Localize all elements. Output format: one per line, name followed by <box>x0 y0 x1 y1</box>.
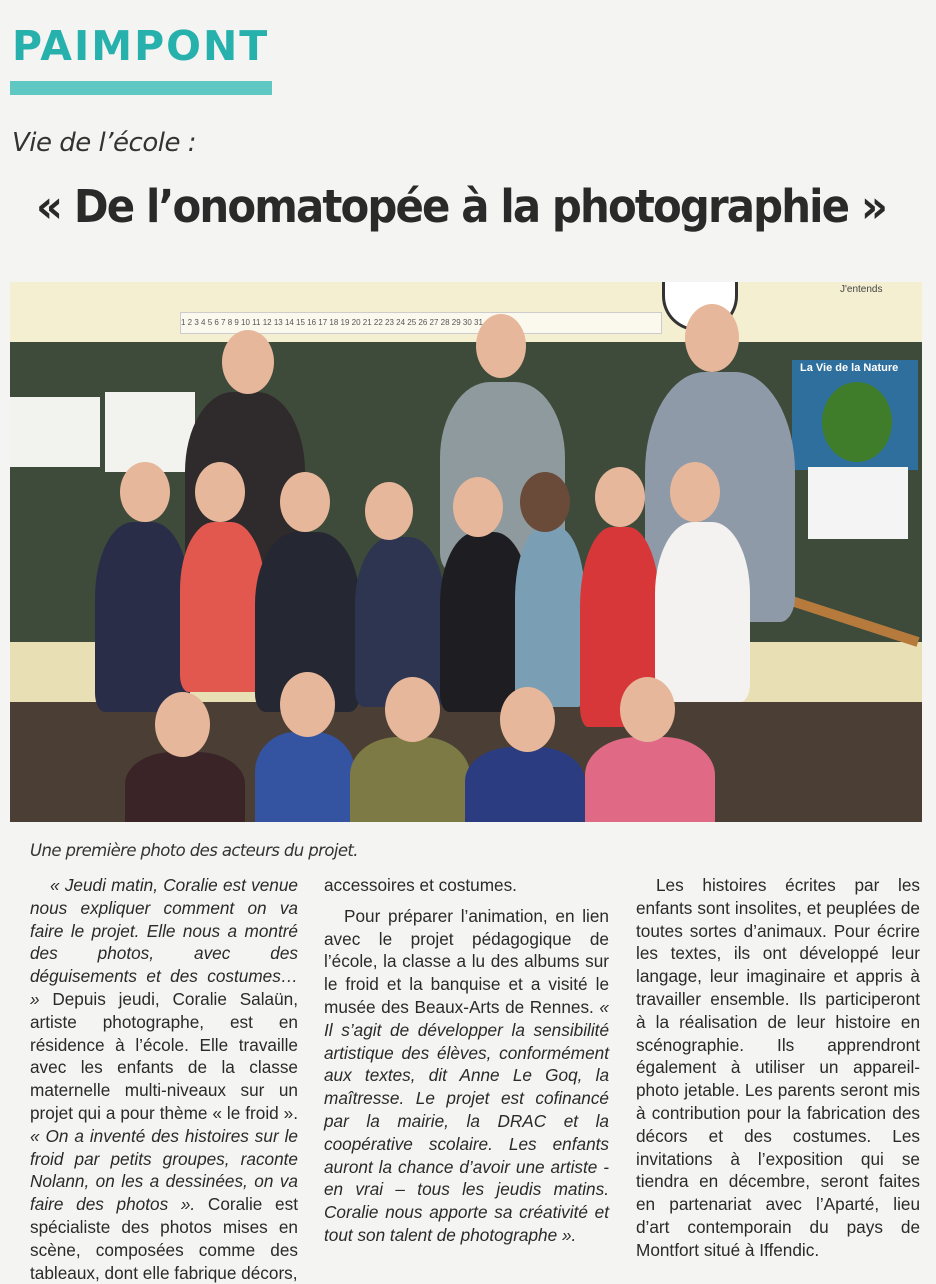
tree-illustration <box>822 382 892 462</box>
quote-text: « Il s’agit de développer la sensibilité artistique des élèves, conformément aux textes, dit Anne Le Goq, la maîtresse. Le projet est cofinancé par la mairie, la DRAC et la coopérative scolaire. Les enfants auront la chance d’avoir une artiste - en vrai – tous les jeudis matins. Coralie nous apporte sa créativité et tout son talent de photographe ». <box>324 996 609 1245</box>
child-head <box>500 687 555 752</box>
child-head <box>195 462 245 522</box>
child-figure <box>350 737 470 822</box>
child-head <box>155 692 210 757</box>
quote-text: « Jeudi matin, Coralie est venue nous expliquer comment on va faire le projet. Elle nous a montré des photos, avec des déguisements et des costumes… » <box>30 875 298 1009</box>
body-text: Les histoires écrites par les enfants sont insolites, et peuplées de toutes sortes d’animaux. Pour écrire les textes, ils ont développé leur langage, leur imaginaire et appris à travailler ensemble. Ils participeront à la réalisation de leur histoire en scénographie. Ils apprendront également à utiliser un appareil-photo jetable. Les parents seront mis à contribution pour la fabrication des décors et des costumes. Les invitations à l’exposition qui se tiendra en décembre, seront faites en partenariat avec l’Aparté, lieu d’art contemporain du pays de Montfort situé à Iffendic. <box>636 875 920 1260</box>
child-figure <box>125 752 245 822</box>
body-text: Pour préparer l’animation, en lien avec le projet pédagogique de l’école, la classe a lu des albums sur le froid et la banquise et a visité le musée des Beaux-Arts de Rennes. <box>324 905 609 1017</box>
numbers-poster <box>10 397 100 467</box>
article-column-1 <box>30 874 298 1284</box>
child-figure <box>255 732 355 822</box>
child-figure <box>95 522 190 712</box>
section-kicker: PAIMPONT <box>12 22 270 70</box>
child-head <box>120 462 170 522</box>
child-figure <box>515 527 585 707</box>
article-column-3 <box>636 874 920 1262</box>
article-column-2 <box>324 874 609 1247</box>
child-head <box>280 472 330 532</box>
child-head <box>280 672 335 737</box>
headline: « De l’onomatopée à la photographie » <box>36 180 887 233</box>
child-head <box>520 472 570 532</box>
poster-title: La Vie de la Nature <box>800 362 899 374</box>
photo-caption: Une première photo des acteurs du projet. <box>30 841 358 860</box>
child-head <box>453 477 503 537</box>
quote-text: « On a inventé des histoires sur le froid par petits groupes, raconte Nolann, on les a dessinées, on va faire des photos ». <box>30 1125 298 1215</box>
child-head <box>670 462 720 522</box>
rubric: Vie de l’école : <box>12 128 196 158</box>
child-figure <box>655 522 750 702</box>
adult-head <box>476 314 526 378</box>
class-photo <box>10 282 922 822</box>
child-head <box>620 677 675 742</box>
kicker-underline <box>10 81 272 95</box>
body-text: Depuis jeudi, Coralie Salaün, artiste photographe, est en résidence à l’école. Elle travaille avec les enfants de la classe maternelle multi-niveaux sur un projet qui a pour thème « le froid ». <box>30 988 298 1123</box>
numbers-poster <box>105 392 195 472</box>
child-head <box>595 467 645 527</box>
child-head <box>385 677 440 742</box>
child-figure <box>585 737 715 822</box>
number-line-poster: 1 2 3 4 5 6 7 8 9 10 11 12 13 14 15 16 17 18 19 20 21 22 23 24 25 26 27 28 29 30 31 <box>180 312 662 334</box>
wall-label: J'entends <box>840 284 883 295</box>
adult-head <box>685 304 739 372</box>
child-figure <box>465 747 585 822</box>
child-head <box>365 482 413 540</box>
adult-head <box>222 330 274 394</box>
calendar <box>808 467 908 539</box>
child-figure <box>180 522 265 692</box>
body-text: Coralie est spécialiste des photos mises en scène, composées comme des tableaux, dont elle fabrique décors, <box>30 1194 298 1283</box>
body-text: accessoires et costumes. <box>324 875 517 895</box>
